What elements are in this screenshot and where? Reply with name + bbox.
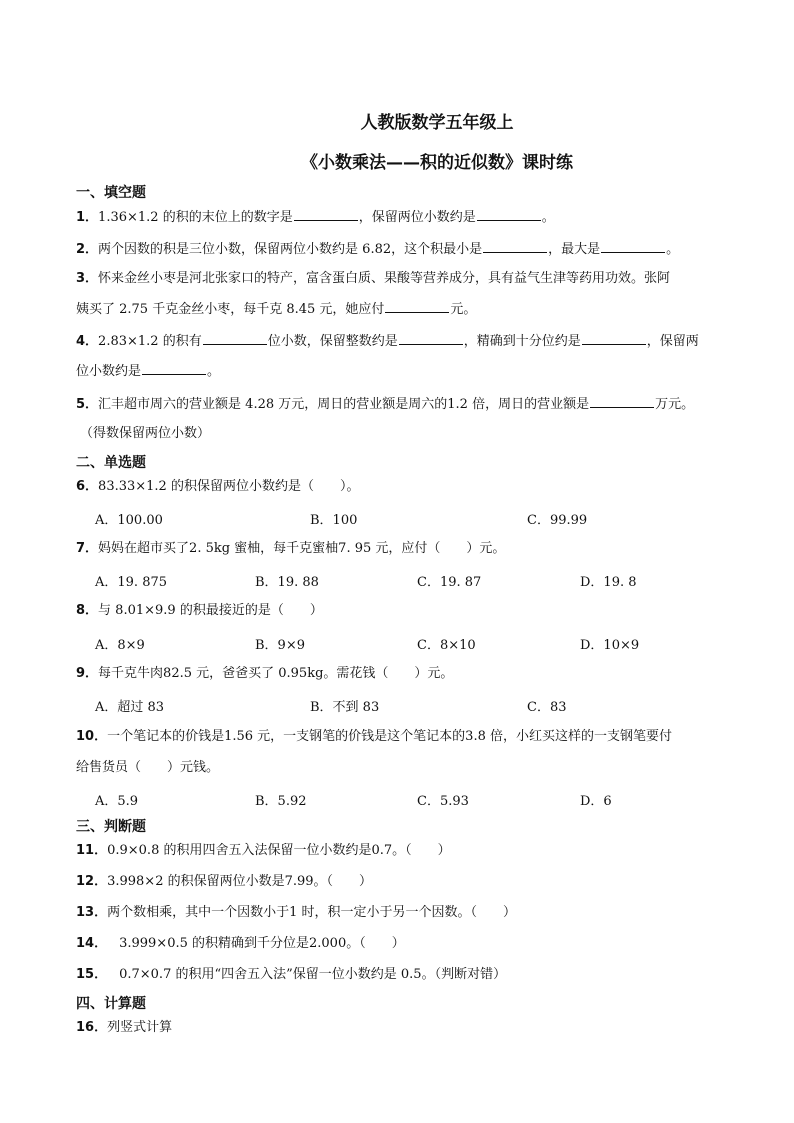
question-8: 8．与 8.01×9.9 的积最接近的是（ ） bbox=[76, 603, 323, 618]
option-a[interactable]: A．100.00 bbox=[95, 513, 163, 528]
question-16: 16．列竖式计算 bbox=[76, 1020, 173, 1035]
option-c[interactable]: C．99.99 bbox=[527, 513, 588, 528]
page-title: 人教版数学五年级上 bbox=[360, 113, 514, 133]
option-a[interactable]: A．19. 875 bbox=[95, 575, 168, 590]
question-12: 12．3.998×2 的积保留两位小数是7.99。（ ） bbox=[76, 874, 373, 889]
question-3: 3．怀来金丝小枣是河北张家口的特产，富含蛋白质、果酸等营养成分，具有益气生津等药用功效。张阿 bbox=[76, 271, 671, 286]
question-14: 14． 3.999×0.5 的积精确到千分位是2.000。（ ） bbox=[76, 936, 405, 951]
section-true-false: 三、判断题 bbox=[76, 819, 146, 835]
answer-blank[interactable] bbox=[590, 395, 654, 408]
option-d[interactable]: D．10×9 bbox=[580, 638, 640, 653]
option-c[interactable]: C．5.93 bbox=[417, 794, 469, 809]
option-b[interactable]: B．100 bbox=[310, 513, 358, 528]
option-b[interactable]: B．不到 83 bbox=[310, 700, 380, 715]
question-3-line-2: 姨买了 2.75 千克金丝小枣，每千克 8.45 元，她应付 元。 bbox=[76, 302, 477, 317]
question-4-line-2: 位小数约是 。 bbox=[76, 364, 221, 379]
question-15: 15． 0.7×0.7 的积用“四舍五入法”保留一位小数约是 0.5。（判断对错） bbox=[76, 967, 507, 982]
option-c[interactable]: C．19. 87 bbox=[417, 575, 482, 590]
section-calculation: 四、计算题 bbox=[76, 996, 146, 1012]
question-11: 11．0.9×0.8 的积用四舍五入法保留一位小数约是0.7。（ ） bbox=[76, 843, 451, 858]
answer-blank[interactable] bbox=[477, 208, 541, 221]
option-d[interactable]: D．19. 8 bbox=[580, 575, 637, 590]
question-9-options bbox=[95, 696, 715, 714]
option-c[interactable]: C．83 bbox=[527, 700, 567, 715]
question-8-options bbox=[95, 634, 715, 652]
answer-blank[interactable] bbox=[385, 300, 449, 313]
question-6: 6．83.33×1.2 的积保留两位小数约是（ ）。 bbox=[76, 479, 360, 494]
answer-blank[interactable] bbox=[203, 332, 267, 345]
question-10-line-2: 给售货员（ ）元钱。 bbox=[76, 760, 220, 775]
question-9: 9．每千克牛肉82.5 元，爸爸买了 0.95kg。需花钱（ ）元。 bbox=[76, 666, 454, 681]
option-a[interactable]: A．5.9 bbox=[95, 794, 139, 809]
answer-blank[interactable] bbox=[294, 208, 358, 221]
option-a[interactable]: A．超过 83 bbox=[95, 700, 165, 715]
answer-blank[interactable] bbox=[483, 240, 547, 253]
question-7: 7．妈妈在超市买了2. 5kg 蜜柚，每千克蜜柚7. 95 元，应付（ ）元。 bbox=[76, 541, 506, 556]
section-fill-blank: 一、填空题 bbox=[76, 185, 146, 201]
option-b[interactable]: B．5.92 bbox=[255, 794, 307, 809]
option-b[interactable]: B．9×9 bbox=[255, 638, 305, 653]
question-10-options bbox=[95, 790, 715, 808]
question-10: 10．一个笔记本的价钱是1.56 元，一支钢笔的价钱是这个笔记本的3.8 倍，小红买这样的一支钢笔要付 bbox=[76, 729, 672, 744]
question-1: 1．1.36×1.2 的积的末位上的数字是 ，保留两位小数约是 。 bbox=[76, 210, 555, 225]
question-6-options bbox=[95, 509, 715, 527]
page-subtitle: 《小数乘法——积的近似数》课时练 bbox=[301, 153, 573, 173]
question-4: 4．2.83×1.2 的积有 位小数，保留整数约是 ，精确到十分位约是 ，保留两 bbox=[76, 334, 699, 349]
section-single-choice: 二、单选题 bbox=[76, 455, 146, 471]
option-b[interactable]: B．19. 88 bbox=[255, 575, 319, 590]
question-5: 5．汇丰超市周六的营业额是 4.28 万元，周日的营业额是周六的1.2 倍，周日的营业额是 万元。 bbox=[76, 397, 695, 412]
question-13: 13．两个数相乘，其中一个因数小于1 时，积一定小于另一个因数。（ ） bbox=[76, 905, 516, 920]
question-2: 2．两个因数的积是三位小数，保留两位小数约是 6.82，这个积最小是 ，最大是 。 bbox=[76, 242, 680, 257]
question-7-options bbox=[95, 571, 715, 589]
option-a[interactable]: A．8×9 bbox=[95, 638, 145, 653]
question-5-note: （得数保留两位小数） bbox=[80, 426, 211, 441]
option-c[interactable]: C．8×10 bbox=[417, 638, 476, 653]
answer-blank[interactable] bbox=[399, 332, 463, 345]
answer-blank[interactable] bbox=[601, 240, 665, 253]
option-d[interactable]: D．6 bbox=[580, 794, 612, 809]
answer-blank[interactable] bbox=[142, 362, 206, 375]
answer-blank[interactable] bbox=[582, 332, 646, 345]
